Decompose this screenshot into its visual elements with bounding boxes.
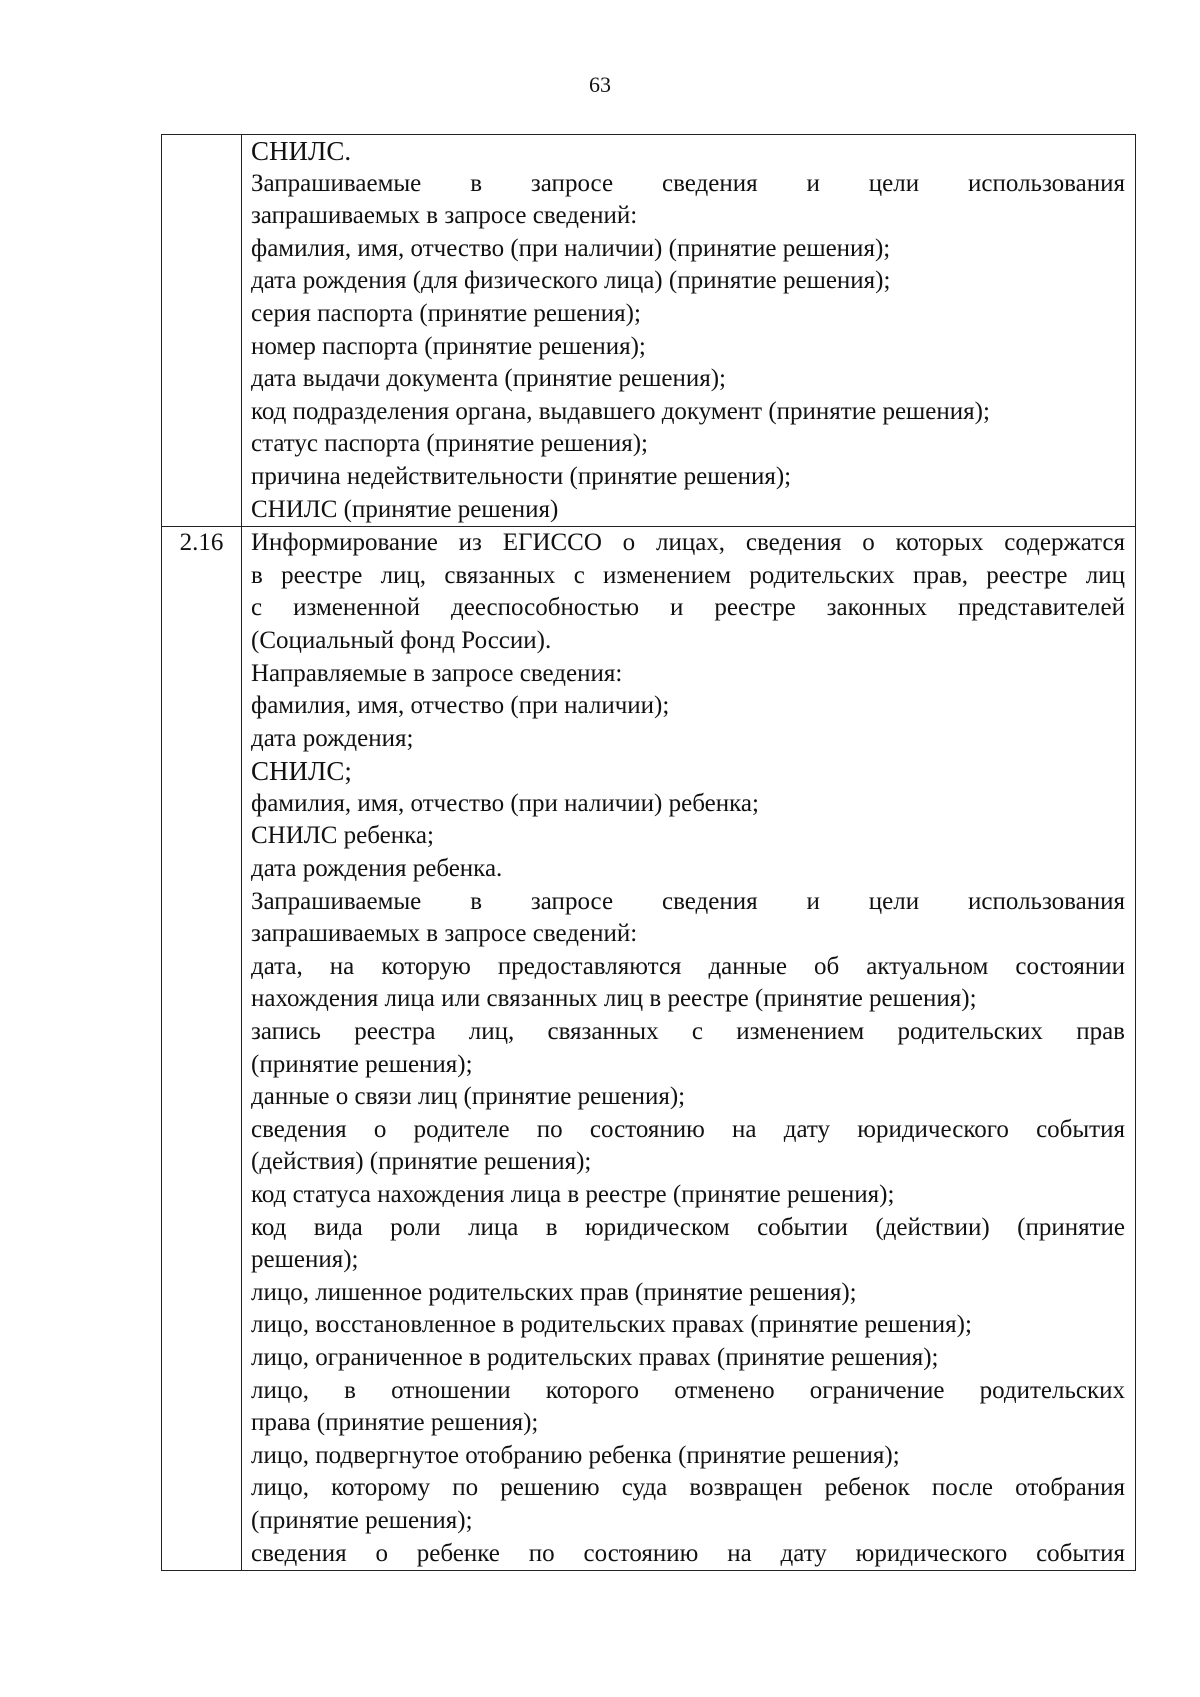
text-line: дата выдачи документа (принятие решения);	[251, 365, 726, 393]
text-line: лицо, лишенное родительских прав (принятие решения);	[251, 1278, 857, 1306]
text-line: лицо, которому по решению суда возвращен ребенок после отобрания	[251, 1474, 1125, 1502]
text-line: СНИЛС (принятие решения)	[251, 495, 559, 523]
text-line: причина недействительности (принятие решения);	[251, 462, 792, 490]
text-line: (действия) (принятие решения);	[251, 1148, 592, 1176]
text-line: (принятие решения);	[251, 1506, 473, 1534]
text-line: Направляемые в запросе сведения:	[251, 659, 623, 687]
text-line: запись реестра лиц, связанных с изменением родительских прав	[251, 1018, 1125, 1046]
text-line: Запрашиваемые в запросе сведения и цели использования	[251, 887, 1125, 915]
text-line: решения);	[251, 1246, 359, 1274]
text-line: серия паспорта (принятие решения);	[251, 299, 641, 327]
text-line: в реестре лиц, связанных с изменением родительских прав, реестре лиц	[251, 561, 1125, 589]
text-line: дата рождения ребенка.	[251, 855, 503, 883]
text-line: лицо, ограниченное в родительских правах (принятие решения);	[251, 1343, 939, 1371]
text-line: нахождения лица или связанных лиц в реестре (принятие решения);	[251, 985, 977, 1013]
row-content-cell	[242, 135, 1136, 527]
text-line: СНИЛС.	[251, 136, 352, 166]
row-number-cell: 2.16	[162, 527, 242, 1571]
table-row	[162, 527, 1136, 1571]
text-line: статус паспорта (принятие решения);	[251, 430, 648, 458]
text-line: запрашиваемых в запросе сведений:	[251, 920, 638, 948]
text-line: код вида роли лица в юридическом событии (действии) (принятие	[251, 1213, 1125, 1241]
text-line: лицо, подвергнутое отобранию ребенка (принятие решения);	[251, 1441, 900, 1469]
text-line: Информирование из ЕГИССО о лицах, сведения о которых содержатся	[251, 529, 1125, 557]
text-line: код подразделения органа, выдавшего документ (принятие решения);	[251, 397, 990, 425]
text-line: лицо, восстановленное в родительских правах (принятие решения);	[251, 1311, 972, 1339]
text-line: дата рождения;	[251, 724, 414, 752]
text-line: данные о связи лиц (принятие решения);	[251, 1083, 686, 1111]
text-line: номер паспорта (принятие решения);	[251, 332, 646, 360]
table-body	[162, 135, 1136, 1571]
row-content-cell	[242, 527, 1136, 1571]
text-line: права (принятие решения);	[251, 1409, 539, 1437]
text-line: дата рождения (для физического лица) (принятие решения);	[251, 267, 891, 295]
text-line: сведения о родителе по состоянию на дату юридического события	[251, 1115, 1125, 1143]
text-line: с измененной дееспособностью и реестре законных представителей	[251, 594, 1125, 622]
text-line: Запрашиваемые в запросе сведения и цели использования	[251, 169, 1125, 197]
text-line: фамилия, имя, отчество (при наличии) (принятие решения);	[251, 234, 891, 262]
text-line: (Социальный фонд России).	[251, 626, 552, 654]
text-line: СНИЛС ребенка;	[251, 822, 434, 850]
text-line: запрашиваемых в запросе сведений:	[251, 202, 638, 230]
text-line: СНИЛС;	[251, 756, 352, 787]
text-line: сведения о ребенке по состоянию на дату юридического события	[251, 1539, 1125, 1567]
requirements-table	[161, 134, 1136, 1571]
text-line: фамилия, имя, отчество (при наличии) ребенка;	[251, 789, 759, 817]
row-number-cell	[162, 135, 242, 527]
text-line: лицо, в отношении которого отменено ограничение родительских	[251, 1376, 1125, 1404]
text-line: код статуса нахождения лица в реестре (принятие решения);	[251, 1181, 895, 1208]
text-line: дата, на которую предоставляются данные об актуальном состоянии	[251, 952, 1125, 980]
page-number: 63	[589, 72, 611, 97]
table-row	[162, 135, 1136, 527]
text-line: (принятие решения);	[251, 1050, 473, 1078]
text-line: фамилия, имя, отчество (при наличии);	[251, 692, 670, 720]
